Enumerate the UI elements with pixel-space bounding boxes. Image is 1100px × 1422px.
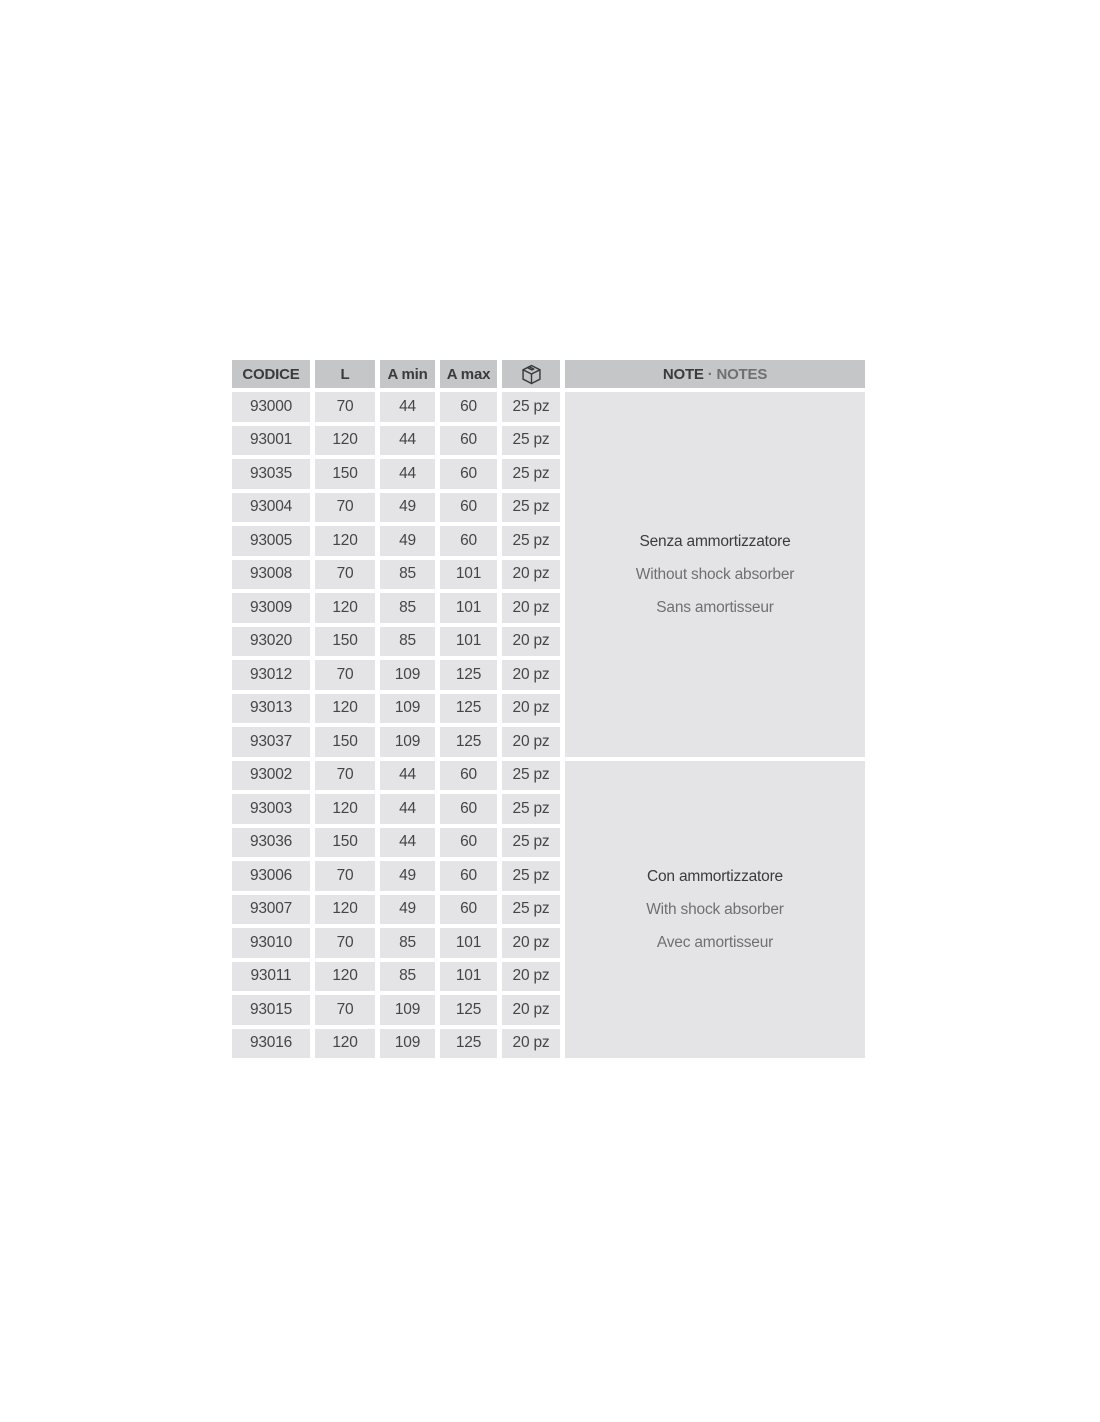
cell-codice: 93001 bbox=[232, 426, 310, 456]
cell-package-qty: 25 pz bbox=[502, 459, 560, 489]
cell-a-max: 125 bbox=[440, 694, 497, 724]
cell-package-qty: 25 pz bbox=[502, 794, 560, 824]
cell-codice: 93016 bbox=[232, 1029, 310, 1059]
cell-package-qty: 25 pz bbox=[502, 526, 560, 556]
cell-a-min: 85 bbox=[380, 928, 435, 958]
cell-length: 150 bbox=[315, 459, 375, 489]
cell-a-min: 44 bbox=[380, 828, 435, 858]
cell-a-max: 60 bbox=[440, 392, 497, 422]
cell-codice: 93004 bbox=[232, 493, 310, 523]
cell-package-qty: 20 pz bbox=[502, 593, 560, 623]
cell-codice: 93010 bbox=[232, 928, 310, 958]
cell-a-min: 44 bbox=[380, 459, 435, 489]
cell-package-qty: 25 pz bbox=[502, 392, 560, 422]
table-row bbox=[232, 392, 865, 422]
header-a-max: A max bbox=[440, 360, 497, 388]
cell-a-max: 125 bbox=[440, 660, 497, 690]
header-package-qty bbox=[502, 360, 560, 388]
cell-length: 120 bbox=[315, 694, 375, 724]
cell-codice: 93011 bbox=[232, 962, 310, 992]
table-row bbox=[232, 761, 865, 791]
cell-codice: 93002 bbox=[232, 761, 310, 791]
cell-a-max: 125 bbox=[440, 995, 497, 1025]
cell-a-max: 60 bbox=[440, 493, 497, 523]
cell-a-max: 101 bbox=[440, 962, 497, 992]
cell-a-min: 85 bbox=[380, 593, 435, 623]
cell-a-min: 109 bbox=[380, 995, 435, 1025]
cell-a-max: 60 bbox=[440, 794, 497, 824]
cell-a-min: 85 bbox=[380, 560, 435, 590]
cell-length: 70 bbox=[315, 995, 375, 1025]
cell-length: 120 bbox=[315, 794, 375, 824]
cell-a-min: 109 bbox=[380, 727, 435, 757]
cell-a-max: 60 bbox=[440, 861, 497, 891]
cell-a-min: 44 bbox=[380, 794, 435, 824]
cell-package-qty: 20 pz bbox=[502, 627, 560, 657]
header-a-min: A min bbox=[380, 360, 435, 388]
cell-length: 70 bbox=[315, 928, 375, 958]
cell-a-min: 49 bbox=[380, 861, 435, 891]
cell-a-min: 109 bbox=[380, 694, 435, 724]
cell-package-qty: 20 pz bbox=[502, 694, 560, 724]
cell-codice: 93020 bbox=[232, 627, 310, 657]
cell-a-max: 60 bbox=[440, 895, 497, 925]
cell-a-min: 44 bbox=[380, 392, 435, 422]
cell-package-qty: 25 pz bbox=[502, 761, 560, 791]
cell-codice: 93013 bbox=[232, 694, 310, 724]
cell-length: 150 bbox=[315, 627, 375, 657]
cell-length: 70 bbox=[315, 493, 375, 523]
table-header-row bbox=[232, 360, 865, 388]
cell-package-qty: 20 pz bbox=[502, 1029, 560, 1059]
cell-a-max: 125 bbox=[440, 727, 497, 757]
note-line-italian: Senza ammortizzatore bbox=[639, 532, 791, 550]
cell-length: 70 bbox=[315, 861, 375, 891]
cell-codice: 93005 bbox=[232, 526, 310, 556]
cell-a-min: 85 bbox=[380, 962, 435, 992]
cell-a-min: 44 bbox=[380, 761, 435, 791]
cell-length: 120 bbox=[315, 526, 375, 556]
cell-codice: 93006 bbox=[232, 861, 310, 891]
note-header-primary: NOTE bbox=[662, 365, 704, 383]
cell-length: 70 bbox=[315, 392, 375, 422]
cell-length: 70 bbox=[315, 761, 375, 791]
note-line-french: Sans amortisseur bbox=[656, 598, 774, 616]
cell-length: 70 bbox=[315, 660, 375, 690]
cell-a-min: 49 bbox=[380, 493, 435, 523]
cell-codice: 93012 bbox=[232, 660, 310, 690]
note-header-secondary: NOTES bbox=[716, 365, 768, 383]
cell-codice: 93003 bbox=[232, 794, 310, 824]
cell-a-min: 85 bbox=[380, 627, 435, 657]
cell-package-qty: 25 pz bbox=[502, 828, 560, 858]
note-line-english: Without shock absorber bbox=[635, 565, 795, 583]
note-line-italian: Con ammortizzatore bbox=[647, 867, 783, 885]
cell-a-min: 44 bbox=[380, 426, 435, 456]
package-box-icon bbox=[520, 363, 543, 386]
cell-a-min: 109 bbox=[380, 660, 435, 690]
cell-codice: 93015 bbox=[232, 995, 310, 1025]
cell-length: 120 bbox=[315, 1029, 375, 1059]
cell-a-max: 101 bbox=[440, 560, 497, 590]
note-line-french: Avec amortisseur bbox=[656, 933, 774, 951]
note-cell bbox=[565, 392, 865, 757]
cell-length: 70 bbox=[315, 560, 375, 590]
cell-package-qty: 20 pz bbox=[502, 995, 560, 1025]
cell-length: 150 bbox=[315, 727, 375, 757]
cell-package-qty: 20 pz bbox=[502, 962, 560, 992]
cell-a-max: 60 bbox=[440, 459, 497, 489]
cell-length: 120 bbox=[315, 895, 375, 925]
cell-a-max: 101 bbox=[440, 627, 497, 657]
cell-a-max: 101 bbox=[440, 593, 497, 623]
cell-length: 120 bbox=[315, 593, 375, 623]
header-codice: CODICE bbox=[232, 360, 310, 388]
cell-package-qty: 25 pz bbox=[502, 861, 560, 891]
cell-codice: 93009 bbox=[232, 593, 310, 623]
cell-codice: 93000 bbox=[232, 392, 310, 422]
cell-length: 120 bbox=[315, 962, 375, 992]
cell-codice: 93037 bbox=[232, 727, 310, 757]
cell-codice: 93035 bbox=[232, 459, 310, 489]
cell-length: 120 bbox=[315, 426, 375, 456]
note-cell bbox=[565, 761, 865, 1059]
cell-a-max: 125 bbox=[440, 1029, 497, 1059]
cell-a-min: 49 bbox=[380, 895, 435, 925]
cell-package-qty: 20 pz bbox=[502, 727, 560, 757]
cell-a-max: 60 bbox=[440, 761, 497, 791]
cell-package-qty: 20 pz bbox=[502, 660, 560, 690]
product-table bbox=[227, 356, 870, 1062]
cell-a-max: 60 bbox=[440, 526, 497, 556]
note-line-english: With shock absorber bbox=[646, 900, 784, 918]
cell-a-max: 101 bbox=[440, 928, 497, 958]
header-note bbox=[565, 360, 865, 388]
header-length: L bbox=[315, 360, 375, 388]
cell-length: 150 bbox=[315, 828, 375, 858]
cell-codice: 93036 bbox=[232, 828, 310, 858]
cell-codice: 93008 bbox=[232, 560, 310, 590]
cell-package-qty: 25 pz bbox=[502, 493, 560, 523]
cell-package-qty: 25 pz bbox=[502, 426, 560, 456]
cell-a-min: 109 bbox=[380, 1029, 435, 1059]
cell-a-min: 49 bbox=[380, 526, 435, 556]
cell-package-qty: 25 pz bbox=[502, 895, 560, 925]
cell-package-qty: 20 pz bbox=[502, 928, 560, 958]
cell-a-max: 60 bbox=[440, 828, 497, 858]
cell-package-qty: 20 pz bbox=[502, 560, 560, 590]
note-header-separator: · bbox=[707, 365, 713, 383]
cell-codice: 93007 bbox=[232, 895, 310, 925]
cell-a-max: 60 bbox=[440, 426, 497, 456]
